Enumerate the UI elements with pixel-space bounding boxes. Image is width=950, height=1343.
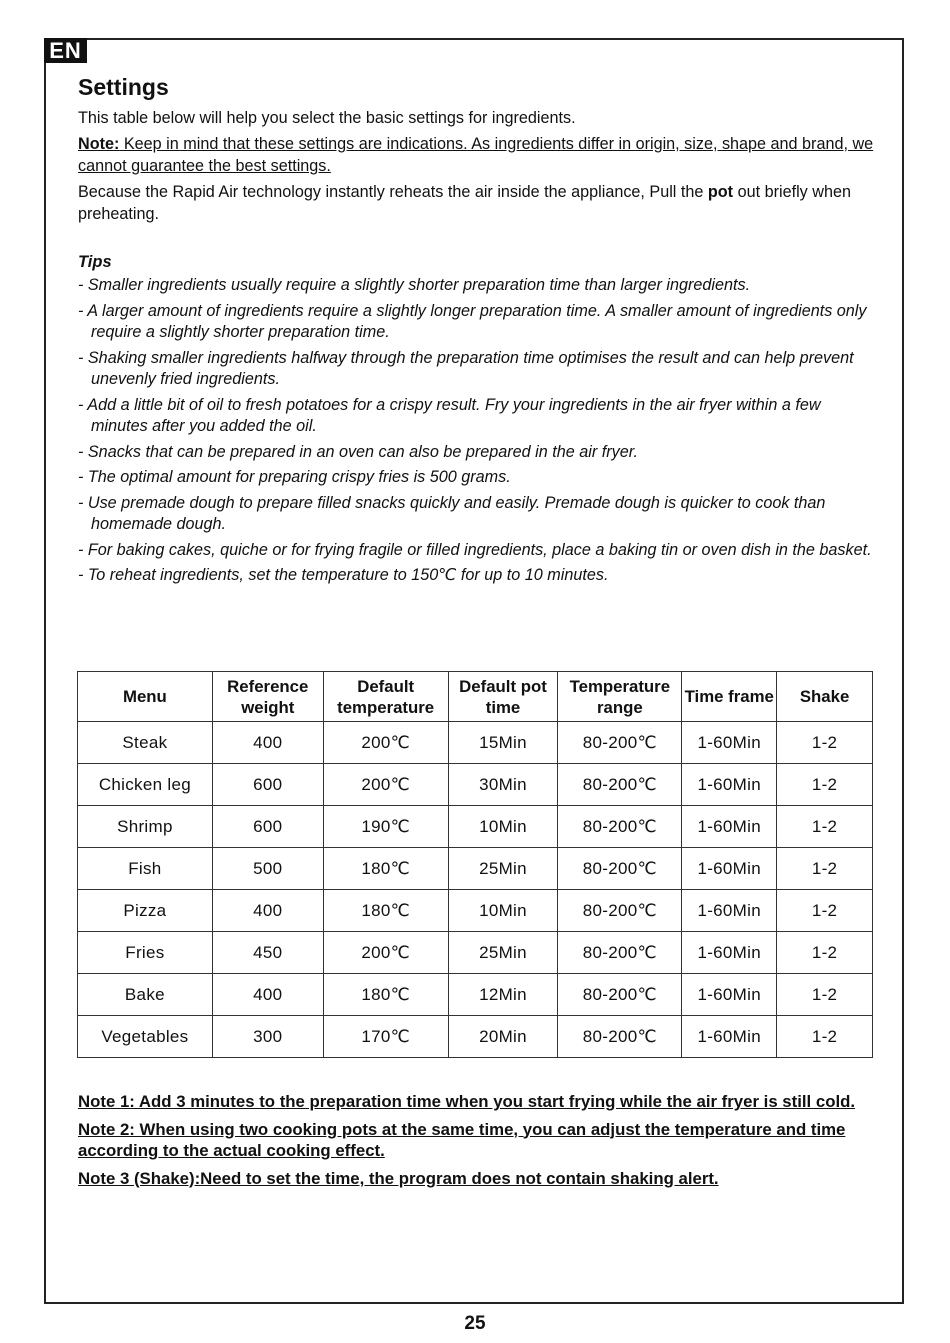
column-header-reference-weight: Reference weight [212,672,323,722]
cell-menu: Vegetables [78,1016,213,1058]
cell-default-time: 25Min [448,848,558,890]
cell-shake: 1-2 [777,722,873,764]
table-row [78,806,873,848]
cell-default-temp: 180℃ [323,974,448,1016]
note-text: Keep in mind that these settings are indications. As ingredients differ in origin, size, shape and brand, we cannot guarantee the best settings. [78,135,874,175]
cell-default-time: 12Min [448,974,558,1016]
cell-temp-range: 80-200℃ [558,1016,682,1058]
cell-menu: Bake [78,974,213,1016]
cell-shake: 1-2 [777,890,873,932]
note-2: Note 2: When using two cooking pots at the same time, you can adjust the temperature and time according to the actual cooking effect. [78,1119,846,1160]
cell-default-time: 10Min [448,890,558,932]
preheat-paragraph [78,181,878,225]
cell-default-temp: 200℃ [323,932,448,974]
tip-item: - For baking cakes, quiche or for frying fragile or filled ingredients, place a baking tin or oven dish in the basket. [78,540,872,559]
cell-temp-range: 80-200℃ [558,932,682,974]
cell-time-frame: 1-60Min [682,932,777,974]
table-row [78,890,873,932]
cell-shake: 1-2 [777,932,873,974]
cell-default-time: 15Min [448,722,558,764]
cell-weight: 450 [212,932,323,974]
cell-weight: 400 [212,890,323,932]
cell-menu: Fries [78,932,213,974]
cell-default-temp: 200℃ [323,722,448,764]
preheat-text-after: out briefly when preheating. [78,183,851,223]
table-row [78,1016,873,1058]
cell-weight: 500 [212,848,323,890]
tips-heading: Tips [78,253,112,271]
cell-default-temp: 180℃ [323,848,448,890]
tips-list [78,275,878,587]
column-header-menu: Menu [78,672,213,722]
column-header-shake: Shake [777,672,873,722]
preheat-text-before: Because the Rapid Air technology instantly reheats the air inside the appliance, Pull the [78,183,708,201]
cell-default-time: 20Min [448,1016,558,1058]
note-paragraph [78,133,878,177]
cell-default-temp: 170℃ [323,1016,448,1058]
cell-default-time: 30Min [448,764,558,806]
tip-item: - Shaking smaller ingredients halfway through the preparation time optimises the result and can help prevent unevenly fried ingredients. [78,348,854,388]
cell-weight: 400 [212,974,323,1016]
note-1: Note 1: Add 3 minutes to the preparation time when you start frying while the air fryer is still cold. [78,1092,856,1111]
cell-time-frame: 1-60Min [682,764,777,806]
cell-temp-range: 80-200℃ [558,848,682,890]
tip-item: - Smaller ingredients usually require a slightly shorter preparation time than larger ingredients. [78,276,751,294]
column-header-default-temperature: Default temperature [323,672,448,722]
cell-menu: Steak [78,722,213,764]
cell-temp-range: 80-200℃ [558,890,682,932]
cell-shake: 1-2 [777,806,873,848]
cell-temp-range: 80-200℃ [558,806,682,848]
tip-item: - The optimal amount for preparing crispy fries is 500 grams. [78,468,511,486]
tip-item: - To reheat ingredients, set the temperature to 150℃ for up to 10 minutes. [78,566,609,584]
cell-time-frame: 1-60Min [682,806,777,848]
cell-weight: 400 [212,722,323,764]
page-number: 25 [464,1313,486,1334]
settings-section [78,74,878,591]
cell-weight: 300 [212,1016,323,1058]
cell-shake: 1-2 [777,848,873,890]
tip-item: - A larger amount of ingredients require a slightly longer preparation time. A smaller amount of ingredients only require a slightly shorter preparation time. [78,301,867,341]
table-header-row [78,672,873,722]
intro-text: This table below will help you select the basic settings for ingredients. [78,109,576,127]
settings-table [77,671,873,1058]
cell-temp-range: 80-200℃ [558,722,682,764]
cell-time-frame: 1-60Min [682,722,777,764]
cell-menu: Chicken leg [78,764,213,806]
column-header-temperature-range: Temperature range [558,672,682,722]
cell-default-temp: 200℃ [323,764,448,806]
cell-shake: 1-2 [777,764,873,806]
cell-time-frame: 1-60Min [682,974,777,1016]
cell-default-time: 10Min [448,806,558,848]
cell-menu: Shrimp [78,806,213,848]
preheat-bold-word: pot [707,183,734,201]
cell-weight: 600 [212,764,323,806]
table-row [78,722,873,764]
cell-time-frame: 1-60Min [682,890,777,932]
table-row [78,848,873,890]
note-label: Note: [78,135,120,153]
cell-time-frame: 1-60Min [682,1016,777,1058]
tip-item: - Add a little bit of oil to fresh potatoes for a crispy result. Fry your ingredients in the air fryer within a few minutes after you added the oil. [78,395,821,435]
page-title: Settings [78,74,169,100]
cell-shake: 1-2 [777,974,873,1016]
cell-shake: 1-2 [777,1016,873,1058]
cell-default-temp: 180℃ [323,890,448,932]
table-row [78,764,873,806]
tip-item: - Snacks that can be prepared in an oven can also be prepared in the air fryer. [78,442,639,461]
cell-temp-range: 80-200℃ [558,974,682,1016]
cell-menu: Pizza [78,890,213,932]
column-header-time-frame: Time frame [682,672,777,722]
column-header-default-pot-time: Default pot time [448,672,558,722]
tip-item: - Use premade dough to prepare filled snacks quickly and easily. Premade dough is quicker to cook than homemade dough. [78,493,826,533]
cell-default-time: 25Min [448,932,558,974]
table-row [78,974,873,1016]
note-3: Note 3 (Shake):Need to set the time, the program does not contain shaking alert. [78,1168,719,1188]
cell-time-frame: 1-60Min [682,848,777,890]
cell-weight: 600 [212,806,323,848]
language-badge: EN [44,38,87,63]
footnotes [78,1091,878,1195]
cell-temp-range: 80-200℃ [558,764,682,806]
table-row [78,932,873,974]
cell-default-temp: 190℃ [323,806,448,848]
cell-menu: Fish [78,848,213,890]
